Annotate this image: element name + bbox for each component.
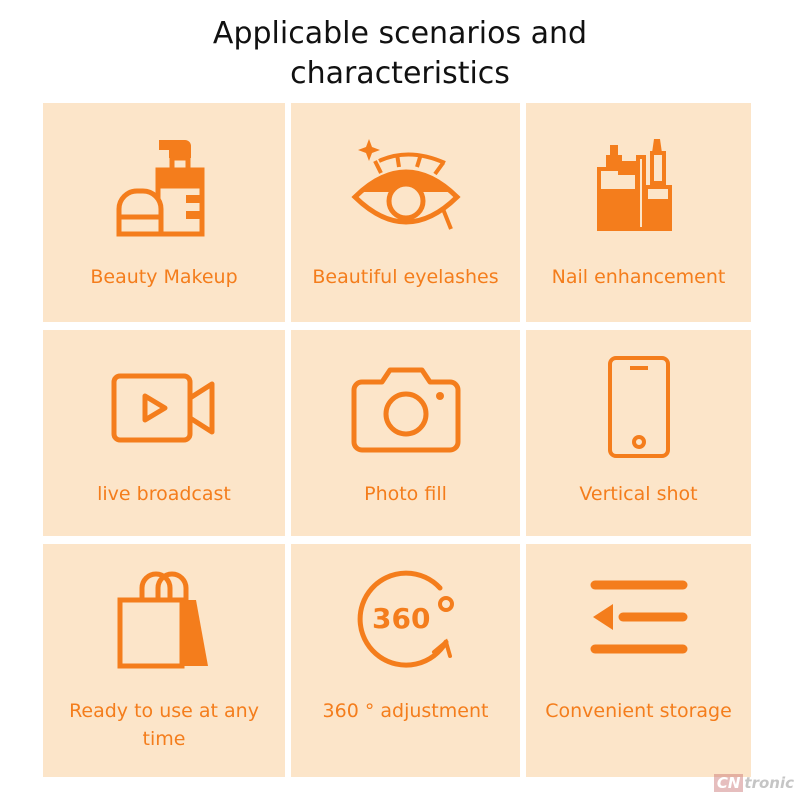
feature-grid bbox=[43, 103, 751, 777]
tile-label: live broadcast bbox=[97, 483, 231, 505]
rotate-360-icon-text: 360 bbox=[371, 602, 430, 635]
tile-label: Nail enhancement bbox=[551, 266, 726, 288]
tile-label: Beauty Makeup bbox=[90, 266, 238, 288]
tile-nail-enhancement bbox=[526, 103, 751, 322]
watermark-text: tronic bbox=[744, 774, 794, 792]
tile-vertical-shot bbox=[526, 330, 751, 536]
video-camera-icon bbox=[109, 358, 219, 458]
tile-photo-fill bbox=[291, 330, 520, 536]
tile-label: Convenient storage bbox=[545, 700, 732, 722]
rotate-360-icon bbox=[348, 566, 464, 670]
watermark bbox=[714, 774, 794, 792]
nail-polish-icon bbox=[594, 137, 684, 237]
tile-label: Ready to use at any time bbox=[69, 700, 259, 750]
tile-ready-to-use bbox=[43, 544, 285, 777]
eye-lashes-icon bbox=[351, 137, 461, 237]
tile-label: 360 ° adjustment bbox=[322, 700, 489, 722]
smartphone-icon bbox=[604, 356, 674, 460]
makeup-bottles-icon bbox=[114, 137, 214, 237]
photo-camera-icon bbox=[348, 358, 464, 458]
tile-label: Vertical shot bbox=[579, 483, 698, 505]
tile-label: Photo fill bbox=[364, 483, 447, 505]
tile-live-broadcast bbox=[43, 330, 285, 536]
tile-label: Beautiful eyelashes bbox=[312, 266, 499, 288]
page-title bbox=[0, 14, 800, 94]
tile-convenient-storage bbox=[526, 544, 751, 777]
title-line-2: characteristics bbox=[290, 56, 510, 91]
tile-360-adjustment bbox=[291, 544, 520, 777]
tile-beautiful-eyelashes bbox=[291, 103, 520, 322]
title-line-1: Applicable scenarios and bbox=[212, 16, 588, 51]
tile-beauty-makeup bbox=[43, 103, 285, 322]
storage-arrow-icon bbox=[589, 573, 689, 663]
watermark-box: CN bbox=[714, 774, 744, 792]
shopping-bag-icon bbox=[114, 566, 214, 670]
